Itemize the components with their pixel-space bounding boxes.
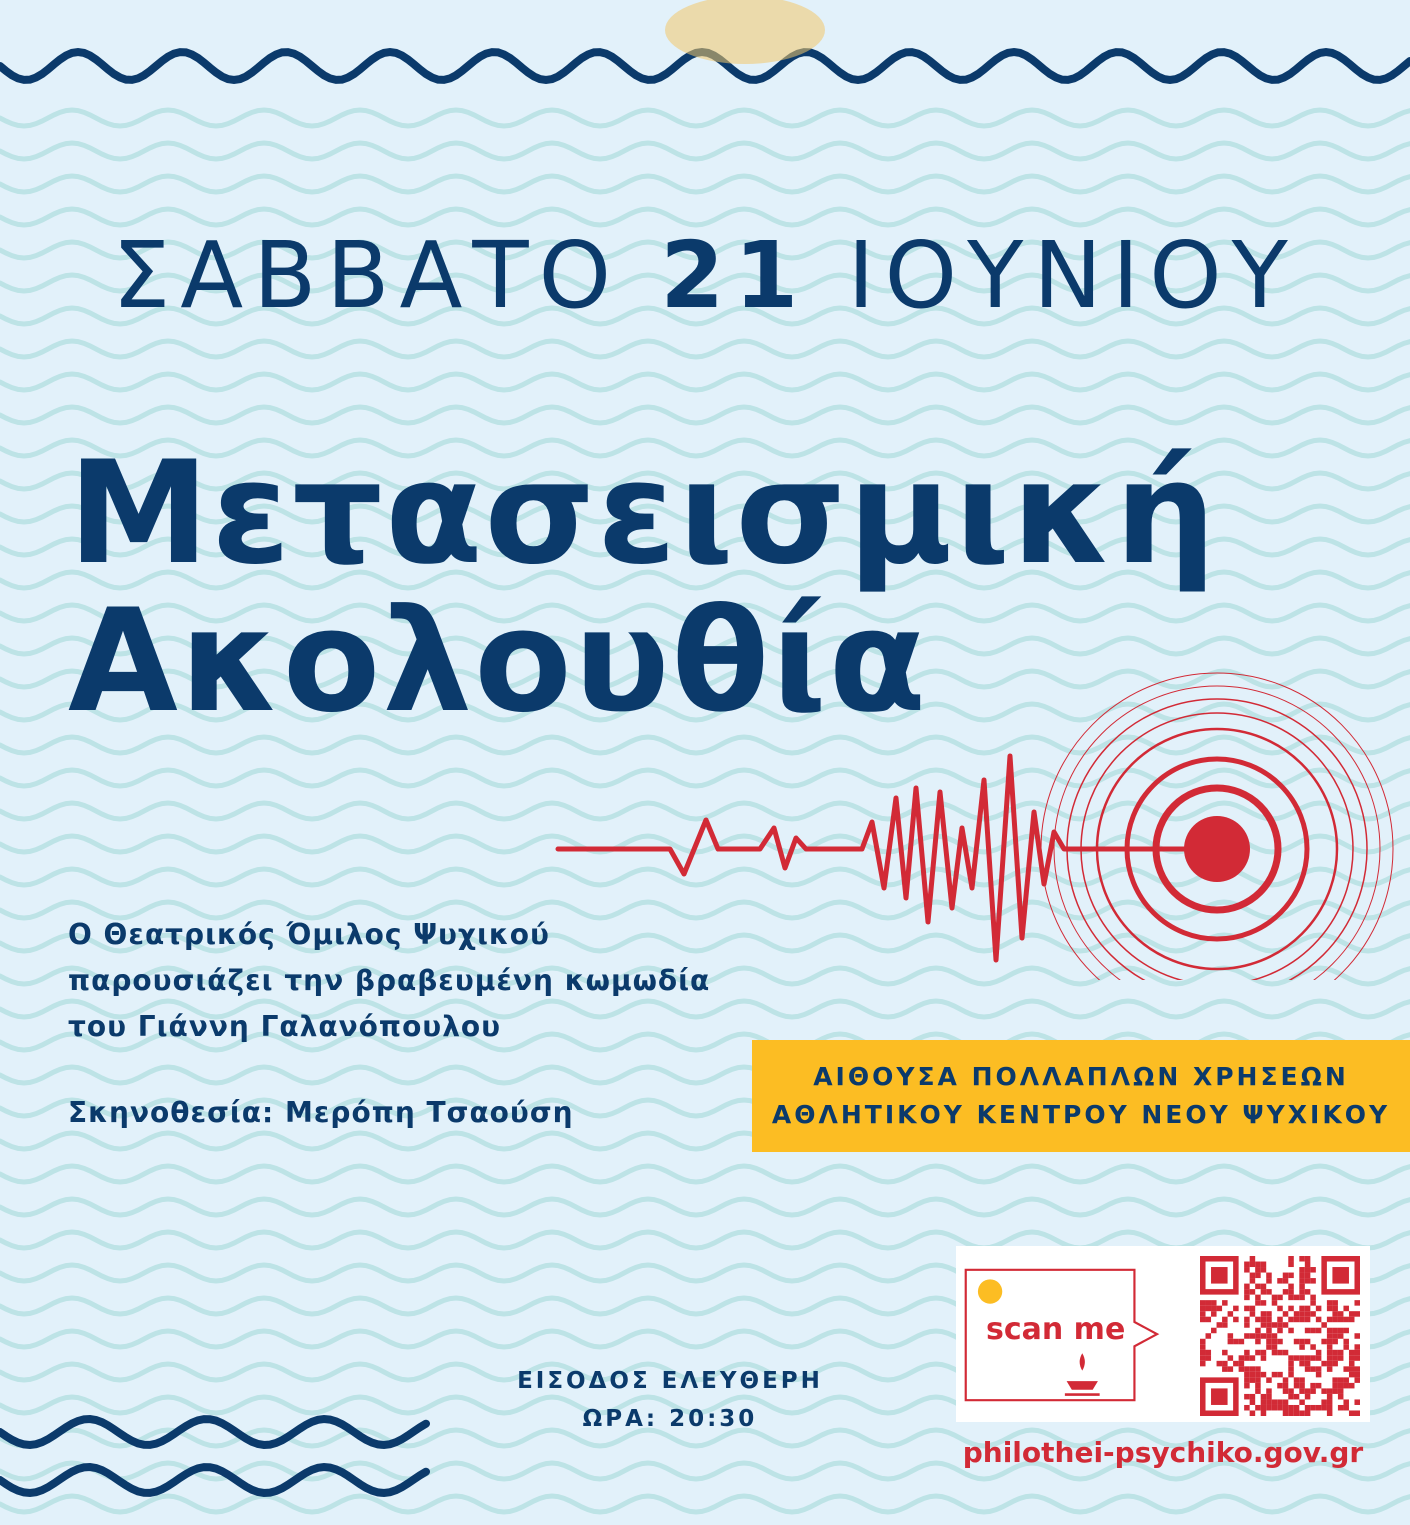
intro-line-3: του Γιάννη Γαλανόπουλου <box>68 1010 502 1043</box>
venue-line-2: ΑΘΛΗΤΙΚΟΥ ΚΕΝΤΡΟΥ ΝΕΟΥ ΨΥΧΙΚΟΥ <box>771 1100 1391 1129</box>
event-date <box>0 222 1410 329</box>
date-number: 21 <box>660 222 809 329</box>
title-line-2: Ακολουθία <box>68 579 929 744</box>
entry-info <box>430 1362 910 1438</box>
director-credit: Σκηνοθεσία: Μερόπη Τσαούση <box>68 1096 574 1129</box>
top-navy-wave <box>0 0 1410 80</box>
scan-me-label: scan me <box>986 1312 1126 1347</box>
intro-line-1: Ο Θεατρικός Όμιλος Ψυχικού <box>68 918 550 951</box>
title-line-1: Μετασεισμική <box>68 431 1218 596</box>
entry-free: ΕΙΣΟΔΟΣ ΕΛΕΥΘΕΡΗ <box>517 1368 823 1394</box>
venue-line-1: ΑΙΘΟΥΣΑ ΠΟΛΛΑΠΛΩΝ ΧΡΗΣΕΩΝ <box>813 1062 1349 1091</box>
venue-banner <box>752 1040 1410 1152</box>
date-day: ΣΑΒΒΑΤΟ <box>112 222 621 329</box>
qr-code[interactable] <box>1200 1256 1360 1416</box>
intro-line-2: παρουσιάζει την βραβευμένη κωμωδία <box>68 964 711 997</box>
date-month: ΙΟΥΝΙΟΥ <box>847 222 1298 329</box>
entry-time: ΩΡΑ: 20:30 <box>582 1406 758 1432</box>
website-link[interactable]: philothei-psychiko.gov.gr <box>962 1436 1364 1469</box>
intro-text <box>68 912 710 1050</box>
